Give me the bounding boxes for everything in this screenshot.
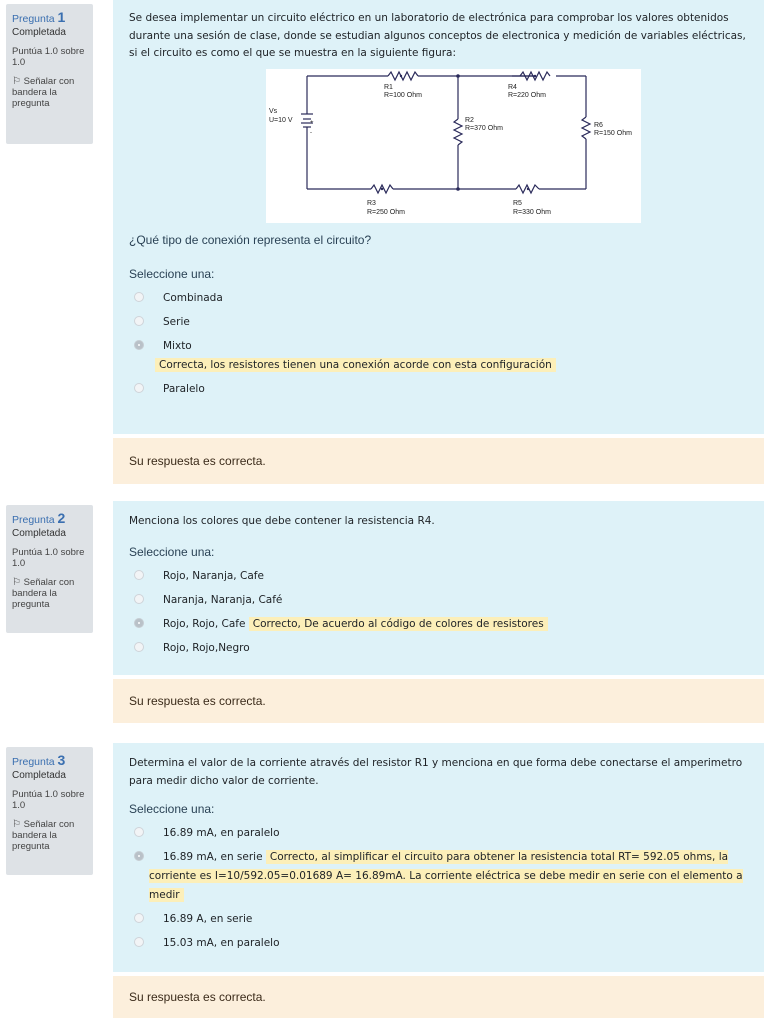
answer-option-selected[interactable] xyxy=(129,615,748,634)
radio-button[interactable] xyxy=(134,594,144,604)
answer-label: Rojo, Rojo,Negro xyxy=(163,641,250,654)
answer-label: 15.03 mA, en paralelo xyxy=(163,937,280,949)
question-text: Menciona los colores que debe contener la resistencia R4. xyxy=(129,515,435,527)
answer-option[interactable] xyxy=(129,567,748,586)
answer-prompt: Seleccione una: xyxy=(129,544,215,559)
r5-value: R=330 Ohm xyxy=(513,208,551,216)
r6-value: R=150 Ohm xyxy=(594,129,632,137)
r6-name: R6 xyxy=(594,121,603,129)
question-formulation xyxy=(113,743,764,972)
question-grade: Puntúa 1.0 sobre 1.0 xyxy=(12,789,85,811)
question-outcome: Su respuesta es correcta. xyxy=(113,976,764,1018)
question-number: Pregunta 1 xyxy=(12,9,66,25)
answer-label: 16.89 A, en serie xyxy=(163,913,253,925)
answer-label: Naranja, Naranja, Café xyxy=(163,593,283,606)
question-text: Determina el valor de la corriente através del resistor R1 y menciona en que forma debe conectarse el amperimetro para medir dicho valor de corriente. xyxy=(129,757,743,787)
answer-option[interactable] xyxy=(129,824,748,843)
question-info xyxy=(6,4,93,144)
question-formulation xyxy=(113,0,764,434)
radio-button[interactable] xyxy=(134,827,144,837)
answer-label: 16.89 mA, en paralelo xyxy=(163,827,280,839)
answer-option-selected[interactable] xyxy=(129,337,748,375)
question-state: Completada xyxy=(12,27,66,38)
answer-option-selected[interactable] xyxy=(129,848,748,905)
flag-question-link[interactable]: ⚐ Señalar con bandera la pregunta xyxy=(12,76,75,109)
answer-label: 16.89 mA, en serie xyxy=(163,851,263,863)
radio-button[interactable] xyxy=(134,316,144,326)
question-number: Pregunta 3 xyxy=(12,752,66,768)
answer-label: Mixto xyxy=(163,339,192,352)
specific-feedback: Correcto, al simplificar el circuito para obtener la resistencia total RT= 592.05 ohms, la corriente es I=10/592.05=0.01689 A= 16.89mA. La corriente eléctrica se debe medir en serie con el elemento a medir xyxy=(149,851,743,901)
radio-button[interactable] xyxy=(134,913,144,923)
r1-value: R=100 Ohm xyxy=(384,91,422,99)
source-name: Vs xyxy=(269,107,278,115)
answer-option[interactable] xyxy=(129,934,748,953)
r2-name: R2 xyxy=(465,116,474,124)
answer-option[interactable] xyxy=(129,639,748,658)
question-info xyxy=(6,747,93,875)
answer-prompt: Seleccione una: xyxy=(129,266,215,281)
answer-option[interactable] xyxy=(129,591,748,610)
r1-name: R1 xyxy=(384,83,393,91)
question-outcome: Su respuesta es correcta. xyxy=(113,679,764,723)
radio-button-checked[interactable] xyxy=(134,340,144,350)
answer-label: Serie xyxy=(163,315,190,328)
radio-button-checked[interactable] xyxy=(134,618,144,628)
question-info xyxy=(6,505,93,633)
question-formulation xyxy=(113,501,764,675)
r2-value: R=370 Ohm xyxy=(465,124,503,132)
r5-name: R5 xyxy=(513,199,522,207)
radio-button[interactable] xyxy=(134,292,144,302)
r3-value: R=250 Ohm xyxy=(367,208,405,216)
flag-icon: ⚐ xyxy=(12,577,21,588)
question-state: Completada xyxy=(12,770,66,781)
question-grade: Puntúa 1.0 sobre 1.0 xyxy=(12,46,85,68)
question-state: Completada xyxy=(12,528,66,539)
radio-button[interactable] xyxy=(134,937,144,947)
answer-option[interactable] xyxy=(129,289,748,308)
subquestion-text: ¿Qué tipo de conexión representa el circuito? xyxy=(129,232,372,247)
question-text: Se desea implementar un circuito eléctrico en un laboratorio de electrónica para comprobar los valores obtenidos durante una sesión de clase, donde se estudian algunos conceptos de electronica y medición de variables eléctricas, si el circuito es como el que se muestra en la siguiente figura: xyxy=(129,12,746,59)
answer-label: Combinada xyxy=(163,291,223,304)
answer-label: Paralelo xyxy=(163,382,205,395)
question-number: Pregunta 2 xyxy=(12,510,66,526)
specific-feedback: Correcta, los resistores tienen una conexión acorde con esta configuración xyxy=(155,358,556,372)
flag-question-link[interactable]: ⚐ Señalar con bandera la pregunta xyxy=(12,819,75,852)
battery-minus-label: - xyxy=(310,129,312,136)
radio-button-checked[interactable] xyxy=(134,851,144,861)
answer-option[interactable] xyxy=(129,380,748,399)
answer-label: Rojo, Naranja, Cafe xyxy=(163,569,264,582)
answer-label: Rojo, Rojo, Cafe xyxy=(163,617,246,630)
r3-name: R3 xyxy=(367,199,376,207)
flag-icon: ⚐ xyxy=(12,76,21,87)
flag-question-link[interactable]: ⚐ Señalar con bandera la pregunta xyxy=(12,577,75,610)
specific-feedback: Correcto, De acuerdo al código de colores de resistores xyxy=(249,617,548,631)
flag-icon: ⚐ xyxy=(12,819,21,830)
answer-prompt: Seleccione una: xyxy=(129,802,215,816)
r4-name: R4 xyxy=(508,83,517,91)
radio-button[interactable] xyxy=(134,383,144,393)
question-grade: Puntúa 1.0 sobre 1.0 xyxy=(12,547,85,569)
radio-button[interactable] xyxy=(134,570,144,580)
radio-button[interactable] xyxy=(134,642,144,652)
question-outcome: Su respuesta es correcta. xyxy=(113,438,764,484)
answer-option[interactable] xyxy=(129,313,748,332)
circuit-background xyxy=(266,69,641,223)
source-value: U=10 V xyxy=(269,116,293,124)
circuit-diagram xyxy=(266,69,641,223)
r4-value: R=220 Ohm xyxy=(508,91,546,99)
battery-plus-label: + xyxy=(310,119,314,126)
answer-option[interactable] xyxy=(129,910,748,929)
